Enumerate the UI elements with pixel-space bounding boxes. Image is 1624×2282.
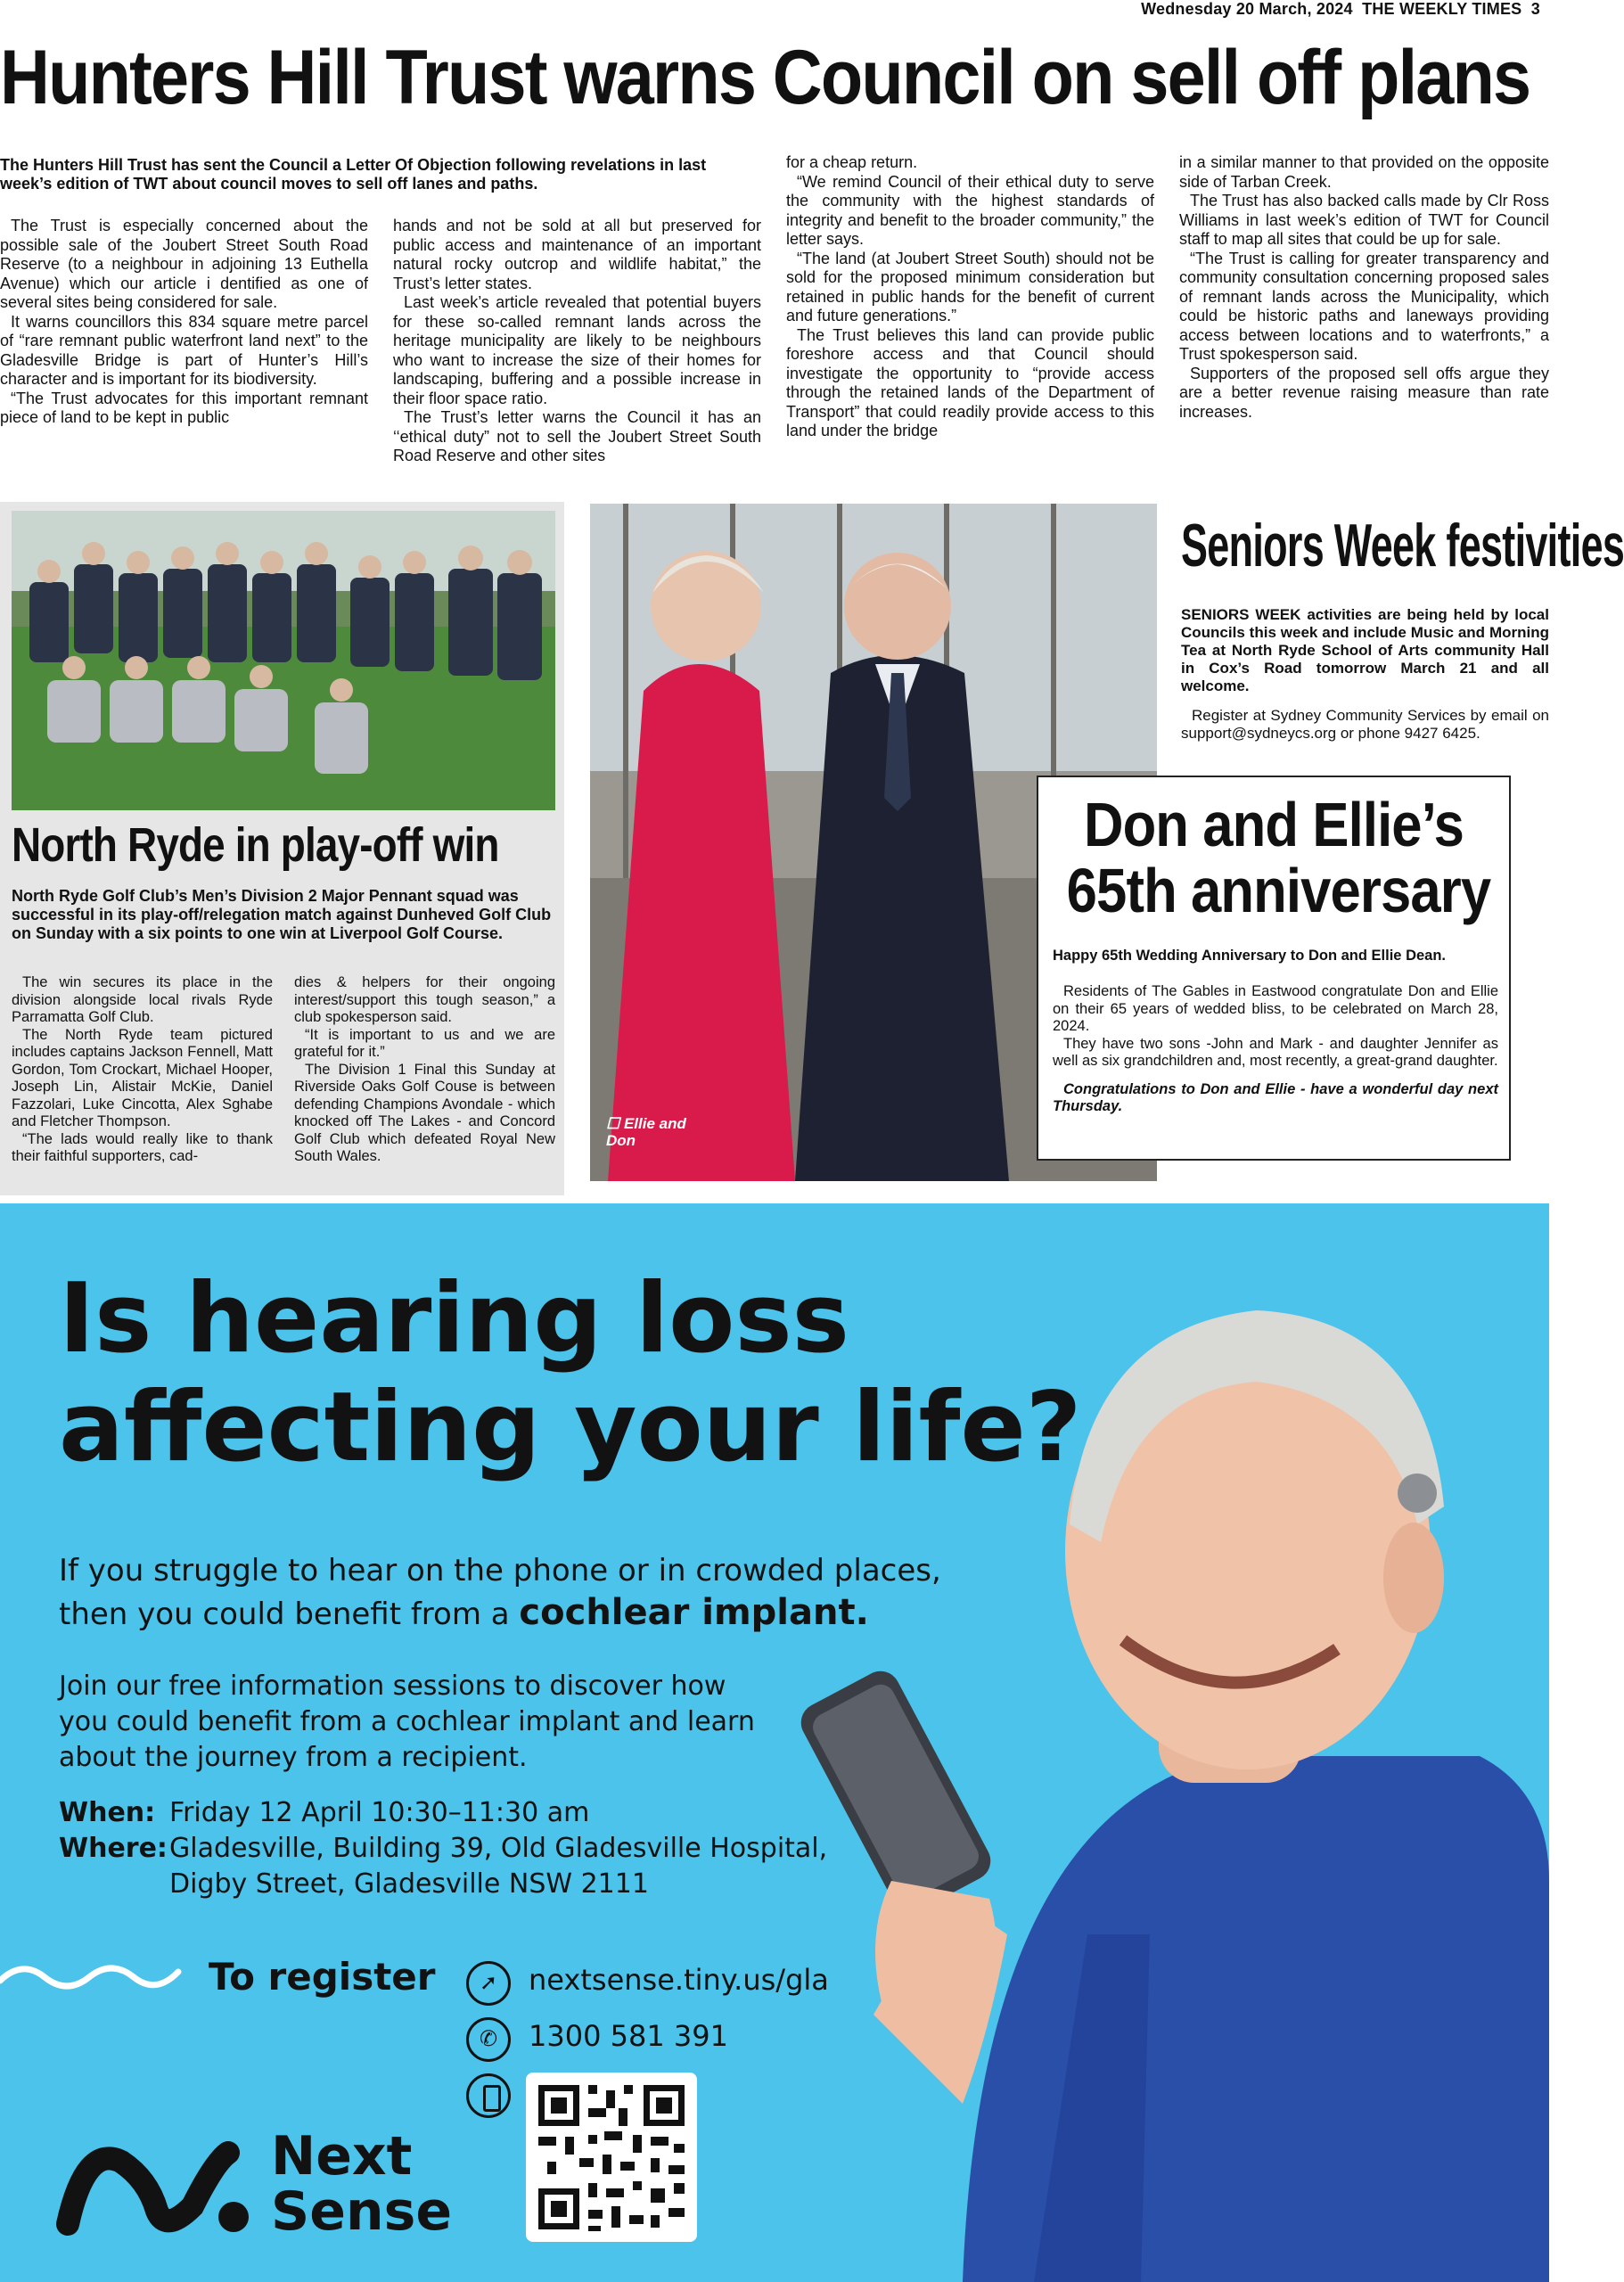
masthead-date: Wednesday 20 March, 2024	[1141, 0, 1353, 18]
nextsense-logo-icon	[59, 2126, 255, 2242]
ad-headline-2: affecting your life?	[59, 1372, 1082, 1483]
qr-code-pattern	[526, 2073, 697, 2242]
photo-caption: ☐ Ellie and Don	[606, 1115, 686, 1149]
paragraph: They have two sons -John and Mark - and daughter Jennifer as well as six grandchildren and, most recently, a great-grand daughter.	[1053, 1035, 1498, 1069]
seniors-body: Register at Sydney Community Services by email on support@sydneycs.org or phone 9427 6425.	[1181, 707, 1549, 742]
ad-join	[59, 1669, 755, 1776]
ad-intro-2-text: then you could benefit from a	[59, 1597, 510, 1632]
paragraph: “The lads would really like to thank their faithful supporters, cad-	[12, 1130, 273, 1164]
mobile-icon	[466, 2073, 511, 2118]
paragraph: for a cheap return.	[786, 153, 918, 171]
ad-event-details	[59, 1795, 827, 1902]
paragraph: “The Trust is calling for greater transparency and community consultation concerning proposed sales of remnant lands across the Municipality, which could be historic paths and laneways providing access between locations and to waterfronts,” a Trust spokesperson said.	[1179, 249, 1549, 363]
golf-col-1	[12, 974, 273, 1166]
ad-join-line: about the journey from a recipient.	[59, 1742, 528, 1773]
register-url[interactable]: nextsense.tiny.us/gla	[529, 1963, 829, 1997]
brand-line-2: Sense	[271, 2180, 453, 2243]
paragraph: The Trust’s letter warns the Council it has an ‘‘ethical duty” not to sell the Joubert Street South Road Reserve and other sites	[393, 408, 761, 464]
where-value-1: Gladesville, Building 39, Old Gladesville Hospital,	[169, 1833, 828, 1864]
paragraph: in a similar manner to that provided on the opposite side of Tarban Creek.	[1179, 153, 1549, 191]
anniversary-body	[1053, 983, 1498, 1116]
ad-join-line: you could benefit from a cochlear implant and learn	[59, 1706, 755, 1737]
when-value: Friday 12 April 10:30–11:30 am	[169, 1797, 590, 1828]
anniversary-box	[1037, 776, 1511, 1161]
paragraph: It warns councillors this 834 square metre parcel of “rare remnant public waterfront land next” to the Gladesville Bridge is part of Hunter’s Hill’s character and is important for its biodiversity.	[0, 312, 368, 388]
paragraph: The Division 1 Final this Sunday at Riverside Oaks Golf Couse is between defending Champions Avondale - which knocked off The Lakes - and Concord Golf Club which defeated Royal New South Wales.	[294, 1061, 555, 1164]
masthead	[1141, 0, 1540, 19]
golf-team-photo	[12, 511, 555, 810]
register-label: To register	[209, 1955, 436, 1999]
paragraph: dies & helpers for their ongoing interest/support this tough season,” a club spokesperson said.	[294, 974, 555, 1025]
brand-line-1: Next	[271, 2125, 413, 2188]
golf-article	[0, 502, 564, 1195]
paragraph: The Trust believes this land can provide public foreshore access and that Council should investigate the opportunity to “provide access through the retained lands of the Department of Transport” that could readily provide access to this land under the bridge	[786, 325, 1154, 439]
golf-lead: North Ryde Golf Club’s Men’s Division 2 Major Pennant squad was successful in its play-off/relegation match against Dunheved Golf Club on Sunday with a six points to one win at Liverpool Golf Course.	[12, 887, 552, 942]
golf-headline: North Ryde in play-off win	[12, 818, 499, 872]
paragraph: The Trust is especially concerned about the possible sale of the Joubert Street South Road Reserve (to a neighbour in adjoining 13 Euthella Avenue) which our article i dentified as one of several sites being considered for sale.	[0, 217, 368, 311]
seniors-lead: SENIORS WEEK activities are being held by local Councils this week and include Music and Morning Tea at North Ryde School of Arts community Hall in Cox’s Road tomorrow March 21 and all welcome.	[1181, 606, 1549, 694]
trust-col-2	[393, 217, 761, 466]
golf-photo-illustration	[12, 511, 555, 810]
trust-lead: The Hunters Hill Trust has sent the Council a Letter Of Objection following revelations in last week’s edition of TWT about council moves to sell off lanes and paths.	[0, 156, 707, 193]
where-value-2: Digby Street, Gladesville NSW 2111	[169, 1868, 649, 1900]
where-label: Where:	[59, 1833, 168, 1864]
nextsense-wordmark	[271, 2125, 453, 2243]
anniversary-headline-1: Don and Ellie’s	[1083, 790, 1464, 859]
masthead-paper: THE WEEKLY TIMES	[1362, 0, 1522, 18]
paragraph: Supporters of the proposed sell offs argue they are a better revenue raising measure than rate increases.	[1179, 364, 1549, 421]
anniversary-lead: Happy 65th Wedding Anniversary to Don and Ellie Dean.	[1053, 948, 1446, 964]
ad-join-line: Join our free information sessions to discover how	[59, 1670, 726, 1702]
paragraph: The Trust has also backed calls made by Clr Ross Williams in last week’s edition of TWT for Council staff to map all sites that could be up for sale.	[1179, 192, 1549, 248]
register-phone[interactable]: 1300 581 391	[529, 2019, 728, 2053]
qr-code[interactable]	[526, 2073, 697, 2242]
paragraph: The North Ryde team pictured includes captains Jackson Fennell, Matt Gordon, Tom Crockart, Michael Hooper, Joseph Lin, Alistair McKie, Daniel Fazzolari, Luke Cincotta, Alex Sghabe and Fletcher Thompson.	[12, 1026, 273, 1129]
ad-intro-2	[59, 1592, 869, 1633]
ad-intro-1: If you struggle to hear on the phone or in crowded places,	[59, 1553, 941, 1588]
trust-headline: Hunters Hill Trust warns Council on sell off plans	[0, 35, 1530, 120]
wave-icon	[0, 1959, 187, 1995]
trust-col-4	[1179, 153, 1549, 422]
paragraph: Residents of The Gables in Eastwood congratulate Don and Ellie on their 65 years of wedded bliss, to be celebrated on March 28, 2024.	[1053, 983, 1498, 1034]
paragraph: “The Trust advocates for this important remnant piece of land to be kept in public	[0, 389, 368, 426]
anniversary-headline-2: 65th anniversary	[1066, 856, 1491, 925]
paragraph: “The land (at Joubert Street South) should not be sold for the proposed minimum consideration but retained in public hands for the benefit of current and future generations.”	[786, 249, 1154, 324]
paragraph: “We remind Council of their ethical duty to serve the community with the highest standards of integrity and benefit to the broader community,” the letter says.	[786, 172, 1154, 248]
paragraph: Congratulations to Don and Ellie - have a wonderful day next Thursday.	[1053, 1080, 1498, 1114]
cursor-icon: ➚	[466, 1961, 511, 2006]
paragraph: “It is important to us and we are grateful for it.”	[294, 1026, 555, 1060]
ad-intro-bold: cochlear implant.	[519, 1592, 869, 1633]
golf-col-2	[294, 974, 555, 1166]
paragraph: hands and not be sold at all but preserved for public access and maintenance of an important natural rocky outcrop and wildlife habitat,” the Trust’s letter states.	[393, 217, 761, 292]
trust-col-3	[786, 153, 1154, 441]
when-label: When:	[59, 1797, 156, 1828]
paragraph: The win secures its place in the division alongside local rivals Ryde Parramatta Golf Club.	[12, 974, 273, 1025]
seniors-headline: Seniors Week festivities	[1181, 512, 1624, 579]
masthead-page: 3	[1530, 0, 1540, 18]
phone-icon: ✆	[466, 2017, 511, 2062]
trust-col-1	[0, 217, 368, 428]
nextsense-ad	[0, 1203, 1549, 2282]
ad-headline-1: Is hearing loss	[59, 1263, 849, 1375]
paragraph: Last week’s article revealed that potential buyers for these so-called remnant lands across the heritage municipality are likely to be neighbours who want to increase the size of their homes for landscaping, buffering and a possible increase in their floor space ratio.	[393, 293, 761, 407]
